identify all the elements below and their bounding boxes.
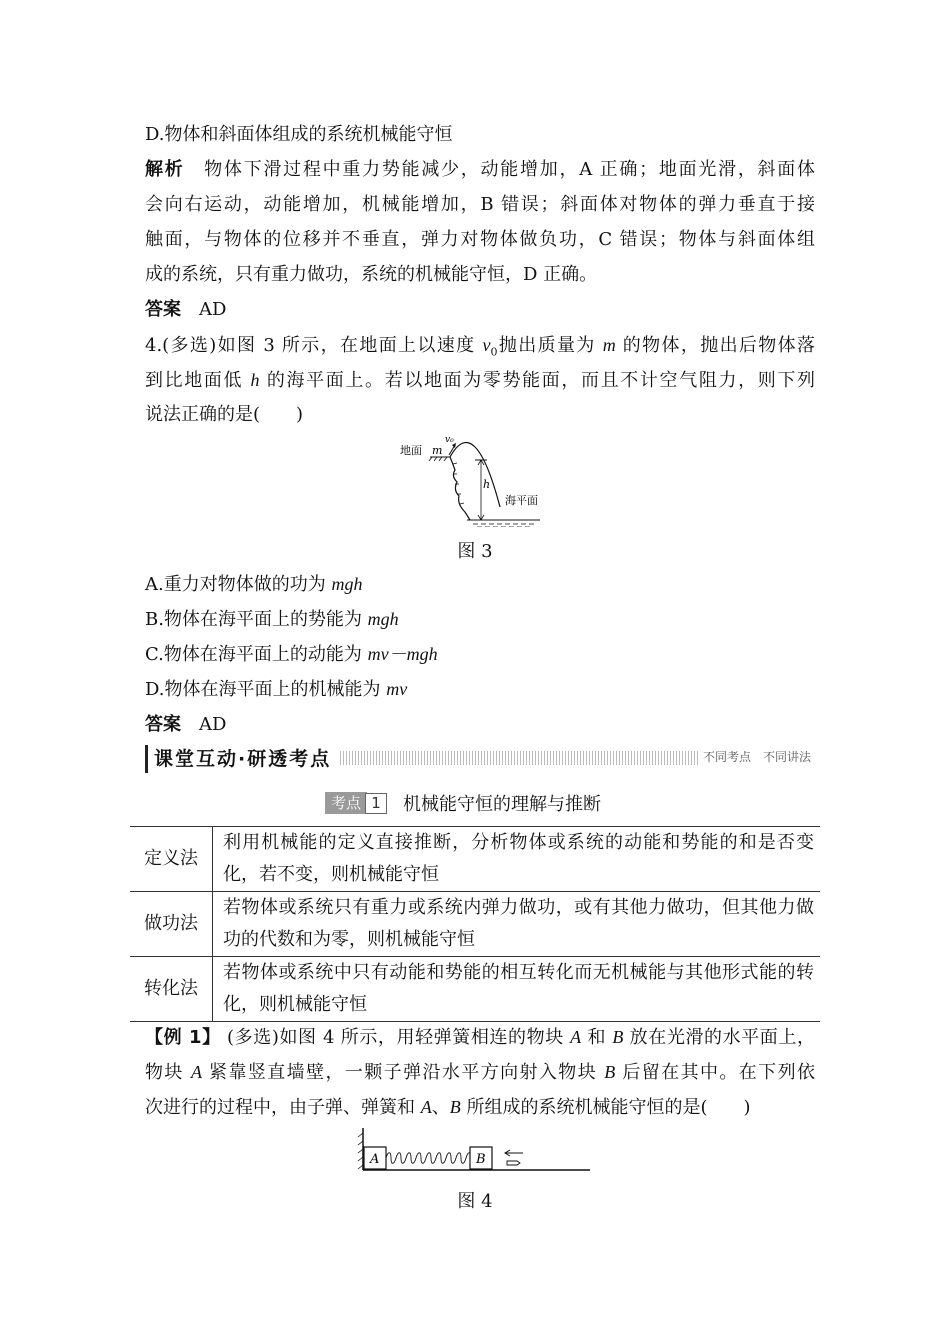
- method-name: 转化法: [130, 957, 213, 1022]
- answer-1: 答案 AD: [145, 299, 227, 320]
- q4-line-1: 4.(多选)如图 3 所示，在地面上以速度 $v_0$抛出质量为 m 的物体，抛出后物体落: [145, 335, 815, 359]
- section-title: 课堂互动·研透考点: [145, 745, 331, 773]
- table-row: [130, 957, 820, 1022]
- figure-3-caption: 图 3: [457, 541, 493, 562]
- analysis-line-2: 会向右运动，动能增加，机械能增加，B 错误；斜面体对物体的弹力垂直于接: [145, 194, 815, 215]
- method-desc: 若物体或系统只有重力或系统内弹力做功，或有其他力做功，但其他力做功的代数和为零，则机械能守恒: [213, 892, 821, 957]
- method-desc: 利用机械能的定义直接推断，分析物体或系统的动能和势能的和是否变化，若不变，则机械能守恒: [213, 827, 821, 892]
- analysis-line-3: 触面，与物体的位移并不垂直，弹力对物体做负功，C 错误；物体与斜面体组: [145, 229, 815, 250]
- example1-line-3: 次进行的过程中，由子弹、弹簧和 A、B 所组成的系统机械能守恒的是( ): [145, 1097, 751, 1118]
- q4-line-3: 说法正确的是( ): [145, 404, 304, 425]
- method-desc: 若物体或系统中只有动能和势能的相互转化而无机械能与其他形式能的转化，则机械能守恒: [213, 957, 821, 1022]
- q4-line-2: 到比地面低 h 的海平面上。若以地面为零势能面，而且不计空气阻力，则下列: [145, 370, 815, 391]
- analysis-line-4: 成的系统，只有重力做功，系统的机械能守恒，D 正确。: [145, 264, 598, 285]
- table-row: [130, 827, 820, 892]
- figure-4-diagram: [355, 1125, 595, 1175]
- option-b: B.物体在海平面上的势能为 mgh: [145, 609, 399, 630]
- analysis-line-1: 解析 物体下滑过程中重力势能减少，动能增加，A 正确；地面光滑，斜面体: [145, 159, 816, 180]
- kaodian-badge: 考点: [325, 792, 367, 814]
- analysis-label: 解析: [145, 159, 185, 180]
- section-banner: [145, 745, 815, 773]
- table-row: [130, 892, 820, 957]
- method-name: 做功法: [130, 892, 213, 957]
- option-d: D.物体在海平面上的机械能为 mv: [145, 679, 408, 700]
- option-c: C.物体在海平面上的动能为 mv－mgh: [145, 644, 438, 665]
- kaodian-title: 机械能守恒的理解与推断: [403, 794, 602, 815]
- prev-option-d: D.物体和斜面体组成的系统机械能守恒: [145, 124, 453, 145]
- ground-label: 地面: [400, 444, 422, 457]
- answer-2: 答案 AD: [145, 714, 227, 735]
- methods-table: [130, 826, 820, 1022]
- section-tags: 不同考点 不同讲法: [699, 748, 815, 765]
- kaodian-number: 1: [365, 793, 387, 814]
- figure-3-diagram: [395, 432, 555, 527]
- method-name: 定义法: [130, 827, 213, 892]
- m-label: m: [432, 444, 443, 457]
- figure-4-caption: 图 4: [457, 1191, 493, 1212]
- sea-label: 海平面: [505, 494, 538, 507]
- example-tag: 【例 1】: [145, 1027, 221, 1048]
- block-a-label: A: [370, 1152, 380, 1167]
- v0-label: v₀: [445, 435, 454, 445]
- h-label: h: [483, 478, 491, 491]
- example1-line-1: 【例 1】 (多选)如图 4 所示，用轻弹簧相连的物块 A 和 B 放在光滑的水平面上，: [145, 1027, 815, 1048]
- option-a: A.重力对物体做的功为 mgh: [145, 574, 363, 595]
- kaodian-heading: [325, 790, 602, 815]
- example1-line-2: 物块 A 紧靠竖直墙壁，一颗子弹沿水平方向射入物块 B 后留在其中。在下列依: [145, 1062, 815, 1083]
- block-b-label: B: [476, 1152, 486, 1167]
